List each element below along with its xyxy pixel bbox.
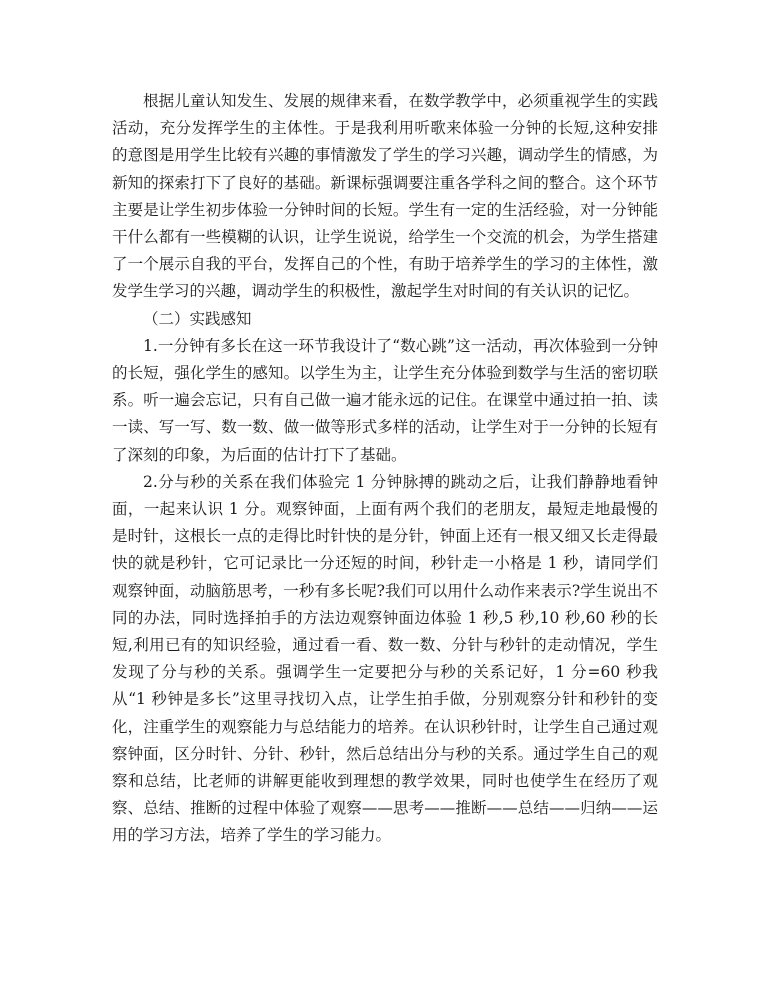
paragraph-intro: 根据儿童认知发生、发展的规律来看，在数学教学中，必须重视学生的实践活动，充分发挥学生的主体性。于是我利用听歌来体验一分钟的长短,这种安排的意图是用学生比较有兴趣的事情激发了学生的学习兴趣，调动学生的情感，为新知的探索打下了良好的基础。新课标强调要注重各学科之间的整合。这个环节主要是让学生初步体验一分钟时间的长短。学生有一定的生活经验，对一分钟能干什么都有一些模糊的认识，让学生说说，给学生一个交流的机会，为学生搭建了一个展示自我的平台，发挥自己的个性，有助于培养学生的学习的主体性，激发学生学习的兴趣，调动学生的积极性，激起学生对时间的有关认识的记忆。 (112, 92, 658, 301)
paragraph-minutes-seconds: 2.分与秒的关系在我们体验完 1 分钟脉搏的跳动之后，让我们静静地看钟面，一起来认识 1 分。观察钟面，上面有两个我们的老朋友，最短走地最慢的是时针，这根长一点的走得比时针快的是分针，钟面上还有一根又细又长走得最快的就是秒针，它可记录比一分还短的时间，秒针走一小格是 1 秒，请同学们观察钟面，动脑筋思考，一秒有多长呢?我们可以用什么动作来表示?学生说出不同的办法，同时选择拍手的方法边观察钟面边体验 1 秒,5 秒,10 秒,60 秒的长短,利用已有的知识经验，通过看一看、数一数、分针与秒针的走动情况，学生发现了分与秒的关系。强调学生一定要把分与秒的关系记好，1 分=60 秒我从“1 秒钟是多长”这里寻找切入点，让学生拍手做，分别观察分针和秒针的变化，注重学生的观察能力与总结能力的培养。在认识秒针时，让学生自己通过观察钟面，区分时针、分针、秒针，然后总结出分与秒的关系。通过学生自己的观察和总结，比老师的讲解更能收到理想的教学效果，同时也使学生在经历了观察、总结、推断的过程中体验了观察——思考——推断——总结——归纳——运用的学习方法，培养了学生的学习能力。 (112, 472, 658, 845)
document-page (112, 88, 658, 850)
paragraph-one-minute: 1.一分钟有多长在这一环节我设计了“数心跳”这一活动，再次体验到一分钟的长短，强化学生的感知。以学生为主，让学生充分体验到数学与生活的密切联系。听一遍会忘记，只有自己做一遍才能永远的记住。在课堂中通过拍一拍、读一读、写一写、数一数、做一做等形式多样的活动，让学生对于一分钟的长短有了深刻的印象，为后面的估计打下了基础。 (112, 336, 658, 464)
section-heading-practice: （二）实践感知 (143, 309, 252, 328)
